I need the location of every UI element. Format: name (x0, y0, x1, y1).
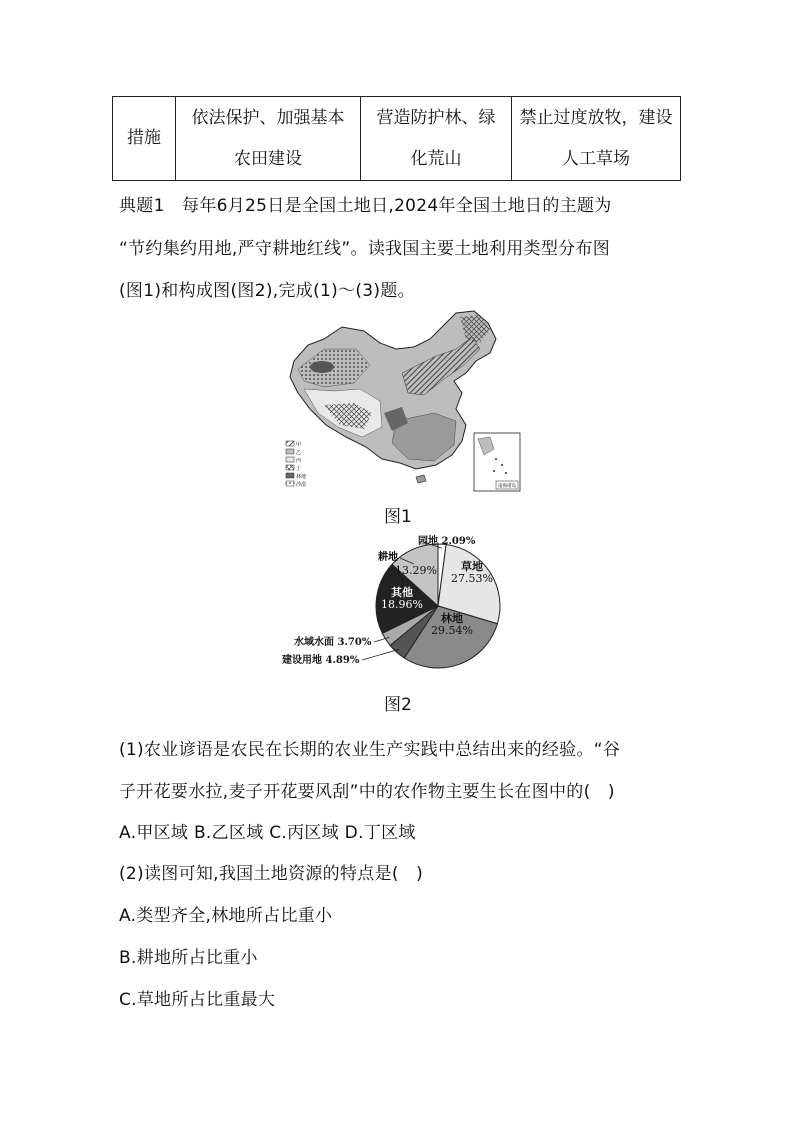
table-cell (361, 97, 512, 181)
question-line: 子开花要水拉,麦子开花要风刮”中的农作物主要生长在图中的( ) (119, 782, 615, 802)
legend-label: 沙漠 (296, 482, 307, 488)
table-cell-line: 依法保护、加强基本 (191, 107, 345, 128)
legend-swatch (286, 481, 294, 486)
intro-line: (图1)和构成图(图2),完成(1)～(3)题。 (119, 281, 415, 301)
legend-swatch (286, 457, 294, 462)
table-cell-line: 营造防护林、绿 (376, 107, 496, 128)
question-line: (1)农业谚语是农民在长期的农业生产实践中总结出来的经验。“谷 (119, 740, 621, 760)
intro-line: 典题1 每年6月25日是全国土地日,2024年全国土地日的主题为 (119, 196, 612, 216)
map-legend (286, 441, 306, 488)
pie-data-label: 建设用地 4.89% (282, 655, 360, 666)
figure1-caption: 图1 (384, 507, 412, 527)
pie-data-label: 29.54% (431, 624, 473, 637)
legend-label: 丁 (296, 466, 302, 472)
pie-slice-name: 草地 (461, 560, 483, 573)
map-hainan (416, 475, 426, 483)
question-options: A.甲区域 B.乙区域 C.丙区域 D.丁区域 (119, 823, 416, 843)
table-cell (512, 97, 681, 181)
question-option: B.耕地所占比重小 (119, 948, 258, 968)
table-cell-line: 禁止过度放牧，建设 (519, 107, 673, 128)
pie-data-label: 水域水面 3.70% (294, 637, 372, 648)
map-lake (310, 361, 334, 373)
table-cell-line: 化荒山 (410, 148, 462, 169)
table-cell-line: 农田建设 (234, 148, 302, 169)
pie-slice-name: 耕地 (378, 552, 398, 563)
land-use-map (284, 309, 522, 494)
pie-slice-name: 林地 (441, 612, 463, 625)
legend-label: 甲 (296, 442, 302, 448)
legend-swatch (286, 473, 294, 478)
legend-label: 丙 (296, 458, 302, 464)
legend-label: 乙 (296, 450, 302, 456)
pie-data-label: 18.96% (381, 598, 423, 611)
legend-label: 林地 (296, 474, 307, 480)
table-header-cell: 措施 (113, 97, 176, 181)
legend-swatch (286, 465, 294, 470)
inset-label: 南海诸岛 (498, 484, 516, 489)
question-option: C.草地所占比重最大 (119, 990, 276, 1010)
table-cell-line: 人工草场 (562, 148, 630, 169)
pie-data-label: 园地 2.09% (418, 536, 476, 547)
south-china-sea-inset (474, 433, 520, 491)
measures-table (112, 96, 681, 181)
question-line: (2)读图可知,我国土地资源的特点是( ) (119, 864, 424, 884)
pie-data-label: 27.53% (451, 572, 493, 585)
pie-slice-name: 其他 (391, 586, 413, 599)
pie-leader-line (362, 649, 399, 660)
intro-line: “节约集约用地,严守耕地红线”。读我国主要土地利用类型分布图 (119, 239, 611, 259)
legend-swatch (286, 449, 294, 454)
figure2-caption: 图2 (384, 695, 412, 715)
pie-data-label: 13.29% (395, 564, 437, 577)
legend-swatch (286, 441, 294, 446)
table-cell (176, 97, 361, 181)
question-option: A.类型齐全,林地所占比重小 (119, 906, 333, 926)
land-composition-pie (280, 530, 520, 680)
